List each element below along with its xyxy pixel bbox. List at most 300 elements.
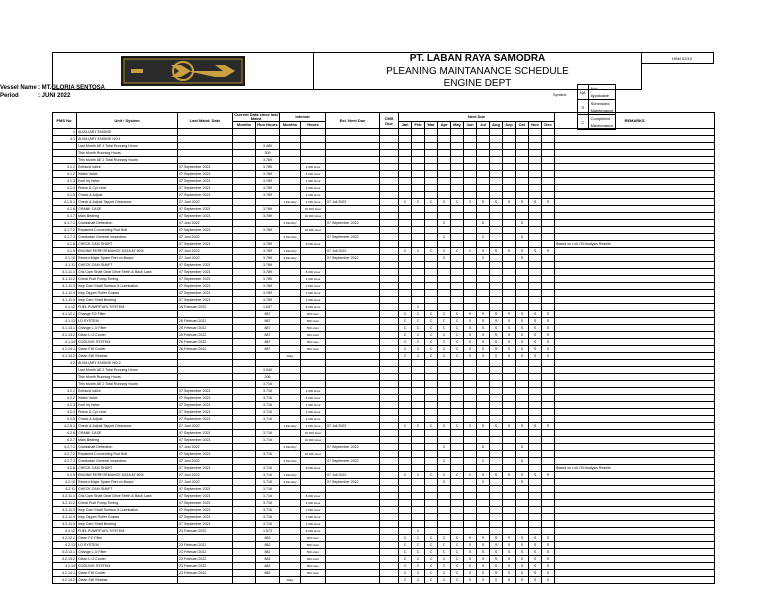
month-status: S [490,556,503,563]
period-label: Period [0,93,19,99]
month-status: S [542,346,555,353]
month-status [529,395,542,402]
months-since [233,311,256,318]
month-status: C [438,234,451,241]
month-status [438,129,451,136]
table-row [53,500,715,507]
month-status [451,185,464,192]
months-since [233,360,256,367]
cms-due [380,136,399,143]
month-status: C [451,311,464,318]
last-maint-date: 07 September 2021 [178,514,233,521]
section-row [53,367,715,374]
month-status [490,276,503,283]
pms-number [53,150,77,157]
table-row [53,185,715,192]
table-row [53,395,715,402]
unit-name: Record Major Spare Part on Board [77,479,178,486]
table-row [53,402,715,409]
month-status [438,514,451,521]
month-status [516,150,529,157]
run-hours: 3.789 [256,276,280,283]
month-status: C [438,318,451,325]
cms-due [380,535,399,542]
month-status [542,206,555,213]
run-hours: 3.716 [256,472,280,479]
cms-due [380,227,399,234]
month-status [490,164,503,171]
remarks [555,563,715,570]
symbol-desc: Scheduled Maintenance [588,100,616,115]
month-status [451,521,464,528]
interval-months [280,367,301,374]
unit-name: Main Bearing [77,213,178,220]
run-hours: 3.789 [256,164,280,171]
month-status: C [451,570,464,577]
month-status: S [516,570,529,577]
section-row [53,143,715,150]
interval-months [280,297,301,304]
month-status [477,451,490,458]
month-status [451,143,464,150]
month-status [464,444,477,451]
remarks [555,185,715,192]
month-status [425,458,438,465]
month-status: S [477,444,490,451]
cms-due [380,262,399,269]
month-status [477,262,490,269]
month-status [542,528,555,535]
month-status [464,150,477,157]
month-status [464,241,477,248]
month-status [438,500,451,507]
cms-due [380,577,399,584]
month-status: S [490,248,503,255]
col-last-maint: Last Maint. Date [178,113,233,129]
month-status: S [516,542,529,549]
run-hours: 3.789 [256,206,280,213]
month-status [451,178,464,185]
month-status [464,486,477,493]
interval-hours: 20,000 Hour [301,451,326,458]
month-status [516,241,529,248]
month-status: S [516,535,529,542]
month-status: C [425,556,438,563]
months-since [233,500,256,507]
month-status [503,171,516,178]
month-status [503,192,516,199]
interval-months [280,409,301,416]
month-status: C [438,332,451,339]
month-status [399,409,412,416]
remarks [555,500,715,507]
est-next-due [326,346,380,353]
month-status [464,367,477,374]
month-status [503,465,516,472]
month-status [451,164,464,171]
col-month-apr: Apr [438,122,451,129]
unit-name: AUXILIARY ENGINE [77,129,178,136]
interval-months [280,290,301,297]
month-status [464,521,477,528]
month-status [399,437,412,444]
month-status: C [425,535,438,542]
interval-months: 3 Monthly [280,458,301,465]
month-status [425,521,438,528]
month-status [503,388,516,395]
month-status [516,486,529,493]
cms-due [380,486,399,493]
month-status [503,479,516,486]
last-maint-date: 07 September 2021 [178,276,233,283]
unit-name: Piston & Cyl Liner [77,185,178,192]
month-status: C [425,542,438,549]
month-status [451,437,464,444]
interval-months [280,143,301,150]
month-status [451,269,464,276]
last-maint-date: 07 Juni 2022 [178,199,233,206]
month-status: C [438,563,451,570]
month-status [451,290,464,297]
remarks [555,430,715,437]
pms-number: 4.1.7 [53,213,77,220]
months-since [233,332,256,339]
interval-hours [301,255,326,262]
table-row [53,283,715,290]
col-month-aug: Aug [490,122,503,129]
remarks [555,255,715,262]
month-status: C [399,423,412,430]
run-hours: 882 [256,549,280,556]
month-status [477,227,490,234]
month-status [542,381,555,388]
month-status: S [542,353,555,360]
months-since [233,290,256,297]
run-hours: 3.716 [256,416,280,423]
month-status [464,479,477,486]
month-status [464,451,477,458]
interval-hours [301,458,326,465]
interval-months [280,311,301,318]
interval-hours: 500 Hour [301,542,326,549]
table-row [53,577,715,584]
remarks [555,150,715,157]
interval-months [280,402,301,409]
month-status [464,136,477,143]
months-since [233,325,256,332]
run-hours: 3.540 [256,367,280,374]
month-status [503,234,516,241]
month-status: S [503,311,516,318]
month-status [425,234,438,241]
month-status: S [529,248,542,255]
cms-due [380,458,399,465]
est-next-due [326,241,380,248]
last-maint-date: 07 September 2021 [178,213,233,220]
period-line [0,92,105,100]
remarks [555,283,715,290]
unit-name: Clean FO Filter [77,535,178,542]
last-maint-date: 07 September 2021 [178,486,233,493]
est-next-due [326,577,380,584]
months-since [233,143,256,150]
month-status: S [516,311,529,318]
month-status: S [477,248,490,255]
cms-due [380,395,399,402]
month-status: S [477,311,490,318]
month-status [516,500,529,507]
month-status [399,157,412,164]
month-status [438,241,451,248]
month-status: S [503,353,516,360]
unit-name: AUXILIARY ENGINE NO.1 [77,136,178,143]
month-status: C [438,199,451,206]
pms-number: 4.2.12.1 [53,535,77,542]
table-row [53,563,715,570]
month-status: S [516,479,529,486]
month-status [438,388,451,395]
month-status [399,192,412,199]
interval-months [280,332,301,339]
month-status [438,409,451,416]
last-maint-date: 07 Juni 2022 [178,423,233,430]
run-hours [256,199,280,206]
month-status [464,381,477,388]
month-status: C [451,549,464,556]
month-status [451,297,464,304]
month-status: S [516,318,529,325]
unit-name: CRANK CASE [77,206,178,213]
interval-hours: 1,500 Hour [301,290,326,297]
remarks [555,339,715,346]
table-row [53,451,715,458]
month-status [425,304,438,311]
col-cms-due: CMS Due [380,113,399,129]
interval-hours: 4,000 Hour [301,192,326,199]
interval-hours [301,367,326,374]
month-status [412,430,425,437]
table-row [53,276,715,283]
last-maint-date: 07 September 2021 [178,241,233,248]
month-status [412,234,425,241]
month-status [516,402,529,409]
month-status [490,437,503,444]
last-maint-date: 07 September 2021 [178,178,233,185]
remarks [555,577,715,584]
symbol-key: S [578,100,589,115]
month-status [425,493,438,500]
month-status [399,213,412,220]
month-status [438,507,451,514]
month-status [542,458,555,465]
month-status: C [425,248,438,255]
month-status [425,290,438,297]
month-status [477,178,490,185]
month-status: S [529,332,542,339]
month-status [451,514,464,521]
remarks [555,486,715,493]
interval-months [280,213,301,220]
interval-hours [301,220,326,227]
month-status [490,255,503,262]
month-status [542,360,555,367]
month-status: C [399,556,412,563]
month-status [425,255,438,262]
month-status [490,241,503,248]
month-status [399,234,412,241]
month-status [477,297,490,304]
month-status: S [529,542,542,549]
month-status [542,374,555,381]
cms-due [380,199,399,206]
month-status: S [464,353,477,360]
month-status: S [516,563,529,570]
month-status [451,129,464,136]
run-hours: 3.789 [256,297,280,304]
table-row [53,255,715,262]
month-status: S [464,346,477,353]
pms-number: 4.2.14.1 [53,570,77,577]
unit-name: Check Fuel Pump Timing [77,500,178,507]
month-status [399,171,412,178]
cms-due [380,521,399,528]
month-status [438,437,451,444]
month-status [490,192,503,199]
month-status: C [399,353,412,360]
month-status: S [477,318,490,325]
pms-number: 4.2.11.4 [53,514,77,521]
month-status: S [516,255,529,262]
month-status [438,374,451,381]
month-status [490,143,503,150]
pms-number: 4.2.2 [53,395,77,402]
month-status [451,136,464,143]
interval-hours: 16,000 Hour [301,430,326,437]
month-status [542,479,555,486]
table-row [53,493,715,500]
months-since [233,269,256,276]
month-status [477,493,490,500]
month-status [399,493,412,500]
document-title: PLEANING MAINTANANCE SCHEDULE [386,65,569,77]
remarks [555,374,715,381]
table-row [53,528,715,535]
remarks [555,479,715,486]
month-status [529,409,542,416]
pms-number: 4.1.14.2 [53,353,77,360]
month-status [425,262,438,269]
interval-months [280,129,301,136]
cms-due [380,346,399,353]
department-title: ENGINE DEPT [443,78,512,89]
month-status [451,234,464,241]
unit-name: Exhaust Valve [77,164,178,171]
month-status: S [490,577,503,584]
month-status [516,381,529,388]
month-status [503,276,516,283]
month-status [542,171,555,178]
col-remarks: REMARKS [555,113,715,129]
month-status [399,458,412,465]
last-maint-date: 26 Februari 2022 [178,318,233,325]
month-status [451,500,464,507]
month-status [529,150,542,157]
cms-due [380,493,399,500]
month-status [529,227,542,234]
last-maint-date: 23 Februari 2022 [178,563,233,570]
month-status: C [399,199,412,206]
month-status [464,283,477,290]
remarks: Based on Lub Oil Analysis Results [555,465,715,472]
months-since [233,339,256,346]
month-status: S [529,199,542,206]
month-status [451,220,464,227]
month-status [529,157,542,164]
table-row [53,535,715,542]
interval-hours: 4,000 Hour [301,521,326,528]
month-status [412,192,425,199]
month-status [542,430,555,437]
month-status [503,430,516,437]
month-status: C [438,549,451,556]
month-status [516,395,529,402]
unit-name: COOLING SYSTEM [77,339,178,346]
month-status [438,227,451,234]
unit-name: Chk Cam Shaft Gear Drive Teeth & Back Lash [77,493,178,500]
month-status [477,465,490,472]
cms-due [380,185,399,192]
unit-name: Clean L.O Cooler [77,556,178,563]
month-status [503,528,516,535]
month-status [477,192,490,199]
month-status: S [529,311,542,318]
month-status: S [477,199,490,206]
month-status [490,374,503,381]
month-status [399,444,412,451]
interval-hours: 500 Hour [301,570,326,577]
month-status [464,395,477,402]
month-status [503,409,516,416]
month-status [399,262,412,269]
month-status [503,507,516,514]
month-status [399,374,412,381]
remarks [555,395,715,402]
est-next-due [326,290,380,297]
unit-name: Change FO Filter [77,311,178,318]
unit-name: Check Fuel Pump Timing [77,276,178,283]
month-status [464,500,477,507]
vessel-line [0,84,105,92]
last-maint-date: 07 September 2021 [178,395,233,402]
month-status: S [542,549,555,556]
month-status [516,507,529,514]
last-maint-date: 07 September 2021 [178,465,233,472]
month-status [425,451,438,458]
month-status [399,283,412,290]
cms-due [380,563,399,570]
run-hours: 3.716 [256,507,280,514]
unit-name: Check & Adjust [77,192,178,199]
month-status [438,416,451,423]
month-status [542,213,555,220]
month-status [503,150,516,157]
interval-hours [301,136,326,143]
month-status [542,388,555,395]
month-status: S [503,577,516,584]
month-status: S [516,248,529,255]
month-status: C [438,458,451,465]
month-status: C [464,248,477,255]
